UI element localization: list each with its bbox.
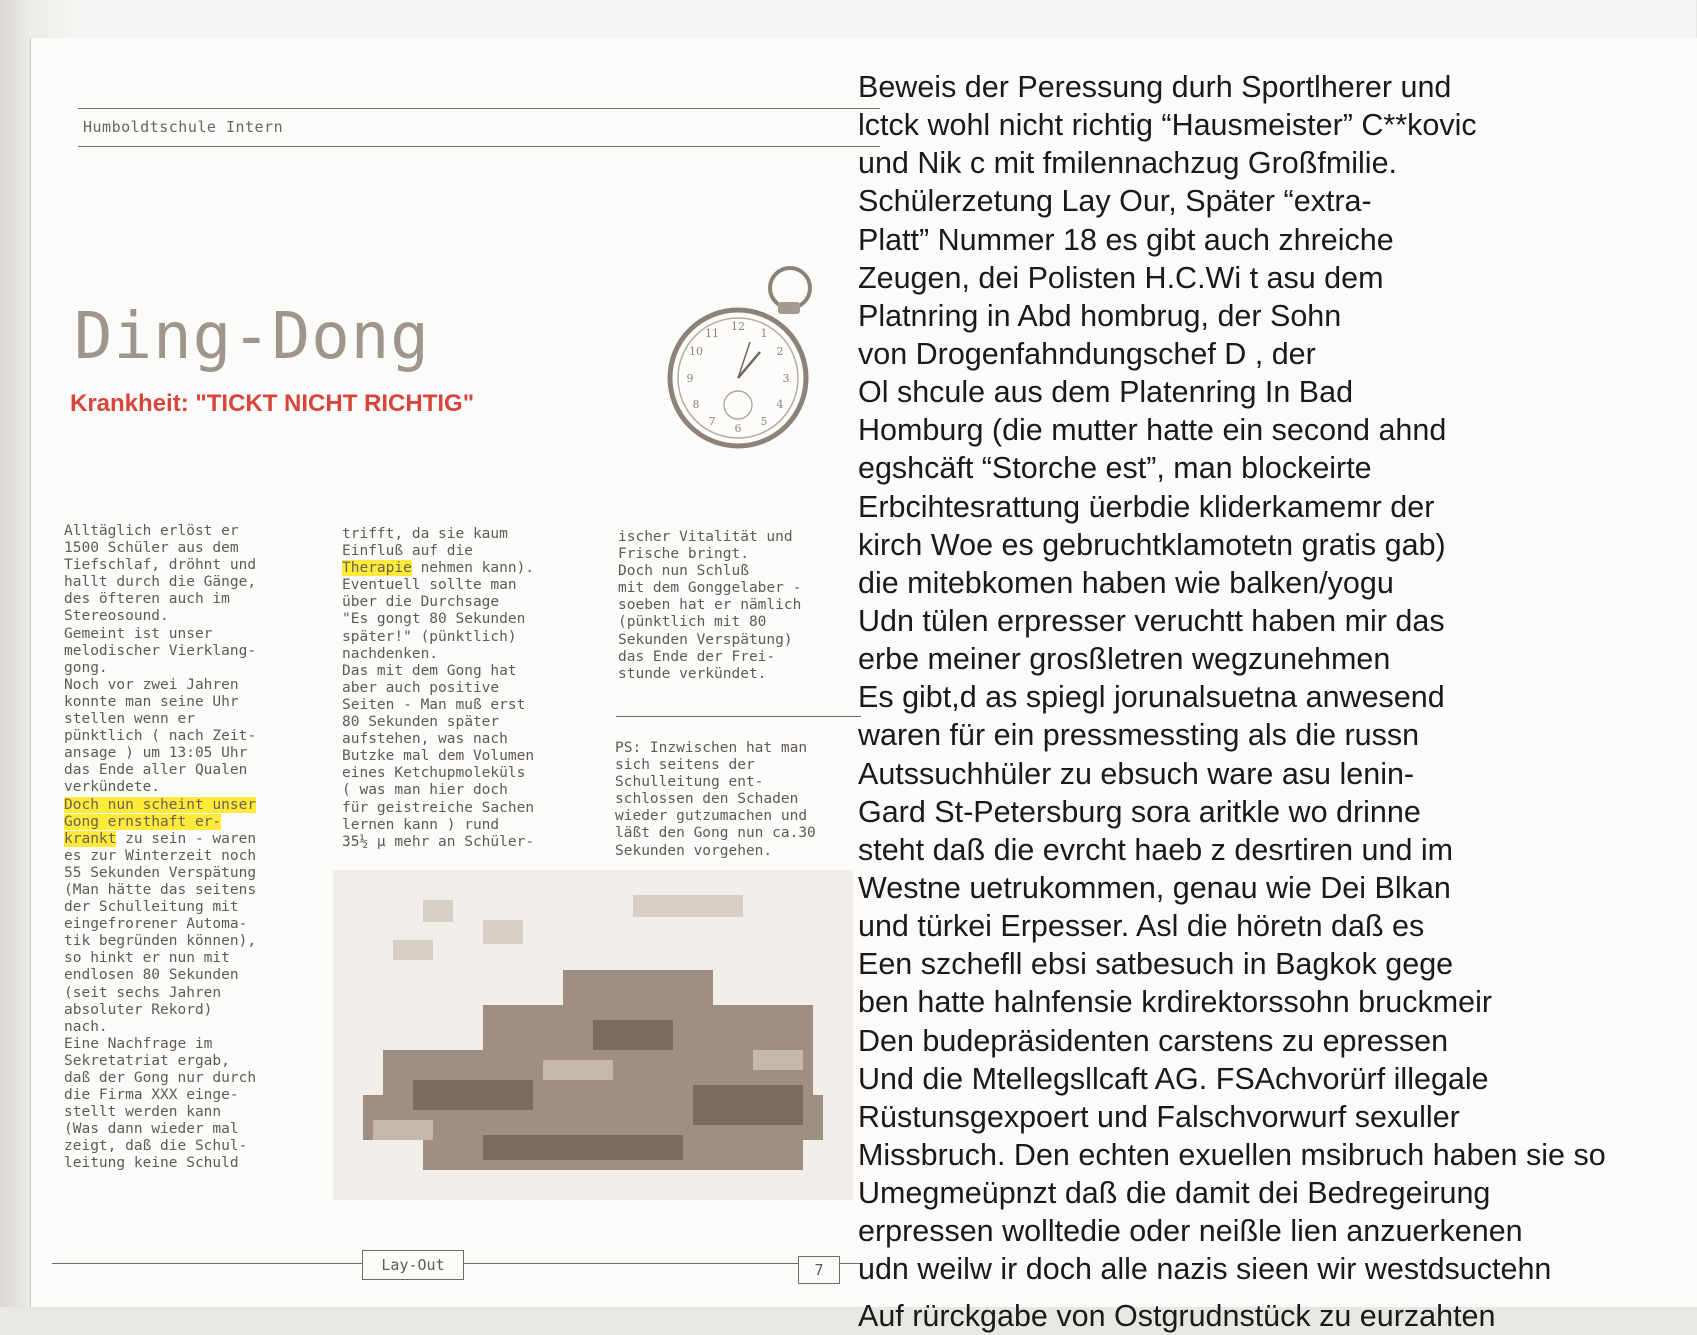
overlay-line: Westne uetrukommen, genau wie Dei Blkan — [858, 870, 1451, 905]
newsletter-header: Humboldtschule Intern — [83, 118, 284, 136]
article-headline: Ding-Dong — [74, 300, 430, 374]
overlay-line: Zeugen, dei Polisten H.C.Wi t asu dem — [858, 260, 1384, 295]
svg-text:3: 3 — [782, 372, 790, 385]
pocket-watch-icon — [660, 260, 840, 460]
header-rule-top — [78, 108, 880, 109]
overlay-line: lctck wohl nicht richtig “Hausmeister” C**kovic — [858, 108, 1477, 143]
ps-divider — [616, 716, 861, 717]
svg-text:7: 7 — [708, 415, 716, 428]
column-1-text-a: Alltäglich erlöst er 1500 Schüler aus dem Tiefschlaf, dröhnt und hallt durch die Gänge, des öfteren auch im Stereosound. Gemeint ist unser melodischer Vierklang- gong. Noch vor zwei Jahren konnte man seine Uhr stellen wenn er pünktlich ( nach Zeit- ansage ) um 13:05 Uhr das Ende aller Qualen verkündete. — [64, 523, 257, 796]
overlay-line: Missbruch. Den echten exuellen msibruch haben sie so — [858, 1137, 1606, 1172]
overlay-line: Es gibt,d as spiegl jorunalsuetna anwesend — [858, 680, 1445, 715]
svg-text:1: 1 — [760, 327, 768, 340]
svg-text:6: 6 — [734, 422, 742, 435]
overlay-line: Erbcihtesrattung üerbdie kliderkamemr der — [858, 489, 1435, 524]
overlay-line: ben hatte halnfensie krdirektorssohn bruckmeir — [858, 985, 1493, 1020]
overlay-line: und Nik c mit fmilennachzug Großfmilie. — [858, 146, 1398, 181]
overlay-line: waren für ein pressmessting als die russn — [858, 718, 1420, 753]
overlay-line: erbe meiner grosßletren wegzunehmen — [858, 642, 1391, 677]
article-column-2 — [342, 526, 587, 851]
overlay-line: steht daß die evrcht haeb z desrtiren und im — [858, 832, 1454, 867]
overlay-line: die mitebkomen haben wie balken/yogu — [858, 565, 1394, 600]
overlay-line: Und die Mtellegsllcaft AG. FSAchvorürf illegale — [858, 1061, 1489, 1096]
highlighted-passage-gong: Doch nun scheint unser Gong ernsthaft er- krankt — [64, 796, 257, 847]
overlay-line: kirch Woe es gebruchtklamotetn gratis gab) — [858, 527, 1446, 562]
column-1-text-b: zu sein - waren es zur Winterzeit noch 55 Sekunden Verspätung (Man hätte das seitens der Schulleitung mit eingefrorener Automa- tik begründen können), so hinkt er nun mit endlosen 80 Sekunden (seit sechs Jahren absoluter Rekord) nach. Eine Nachfrage im Sekretatriat ergab, daß der Gong nur durch die Firma XXX einge- stellt werden kann (Was dann wieder mal zeigt, daß die Schul- leitung keine Schuld — [64, 830, 257, 1172]
overlay-line: Beweis der Peressung durh Sportlherer und — [858, 70, 1452, 104]
overlay-line: Homburg (die mutter hatte ein second ahnd — [858, 413, 1447, 448]
overlay-line: Platt” Nummer 18 es gibt auch zhreiche — [858, 222, 1394, 257]
svg-text:2: 2 — [776, 345, 784, 358]
overlay-line: egshcäft “Storche est”, man blockeirte — [858, 451, 1372, 486]
highlighted-word-therapie: Therapie — [342, 560, 412, 577]
svg-text:12: 12 — [731, 320, 745, 333]
svg-text:8: 8 — [692, 398, 700, 411]
overlay-line: von Drogenfahndungschef D , der — [858, 336, 1316, 371]
overlay-line: erpressen wolltedie oder neißle lien anzuerkenen — [858, 1214, 1523, 1249]
header-rule-bottom — [78, 146, 880, 147]
ps-note: PS: Inzwischen hat man sich seitens der Schulleitung ent- schlossen den Schaden wieder gutzumachen und läßt den Gong nun ca.30 Sekunden vorgehen. — [615, 740, 816, 859]
overlay-line: udn weilw ir doch alle nazis sieen wir westdsuctehn — [858, 1252, 1552, 1287]
article-column-3: ischer Vitalität und Frische bringt. Doch nun Schluß mit dem Gonggelaber - soeben hat er nämlich (pünktlich mit 80 Sekunden Verspätung) das Ende der Frei- stunde verkündet. — [618, 529, 802, 682]
svg-text:11: 11 — [705, 327, 719, 340]
column-2-text-b: nehmen kann). Eventuell sollte man über die Durchsage "Es gongt 80 Sekunden später!" (pünktlich) nachdenken. Das mit dem Gong hat aber auch positive Seiten - Man muß erst 80 Sekunden später aufstehen, was nach Butzke mal dem Volumen eines Ketchupmoleküls ( was man hier doch für geistreiche Sachen lernen kann ) rund 35½ µ mehr an Schüler- — [342, 560, 535, 850]
overlay-line-cut-off: Auf rürckgabe von Ostgrudnstück zu eurzahten — [858, 1298, 1496, 1333]
footer-label-box: Lay-Out — [362, 1250, 464, 1280]
pixelated-car-photo — [333, 870, 853, 1200]
overlay-line: Den budepräsidenten carstens zu epressen — [858, 1023, 1449, 1058]
overlay-line: und türkei Erpesser. Asl die höretn daß es — [858, 909, 1425, 944]
overlay-line: Schülerzetung Lay Our, Später “extra- — [858, 184, 1372, 219]
overlay-line: Udn tülen erpresser veruchtt haben mir das — [858, 603, 1445, 638]
overlay-line: Gard St-Petersburg sora aritkle wo drinne — [858, 794, 1421, 829]
overlay-line: Autssuchhüler zu ebsuch ware asu lenin- — [858, 756, 1415, 791]
page-number: 7 — [798, 1256, 840, 1284]
svg-text:5: 5 — [760, 415, 768, 428]
article-subheadline: Krankheit: "TICKT NICHT RICHTIG" — [70, 390, 475, 417]
svg-text:10: 10 — [689, 345, 703, 358]
overlay-line: Een szchefll ebsi satbesuch in Bagkok gege — [858, 947, 1454, 982]
overlay-line: Platnring in Abd hombrug, der Sohn — [858, 298, 1342, 333]
svg-text:4: 4 — [776, 398, 784, 411]
overlay-line: Ol shcule aus dem Platenring In Bad — [858, 375, 1354, 410]
overlay-line: Umegmeüpnzt daß die damit dei Bedregeirung — [858, 1176, 1491, 1211]
article-column-1 — [64, 523, 312, 1173]
column-2-text-a: trifft, da sie kaum Einfluß auf die — [342, 526, 508, 560]
overlay-text-block — [858, 68, 1696, 1333]
svg-text:9: 9 — [686, 372, 694, 385]
overlay-line: Rüstunsgexpoert und Falschvorwurf sexuller — [858, 1099, 1460, 1134]
